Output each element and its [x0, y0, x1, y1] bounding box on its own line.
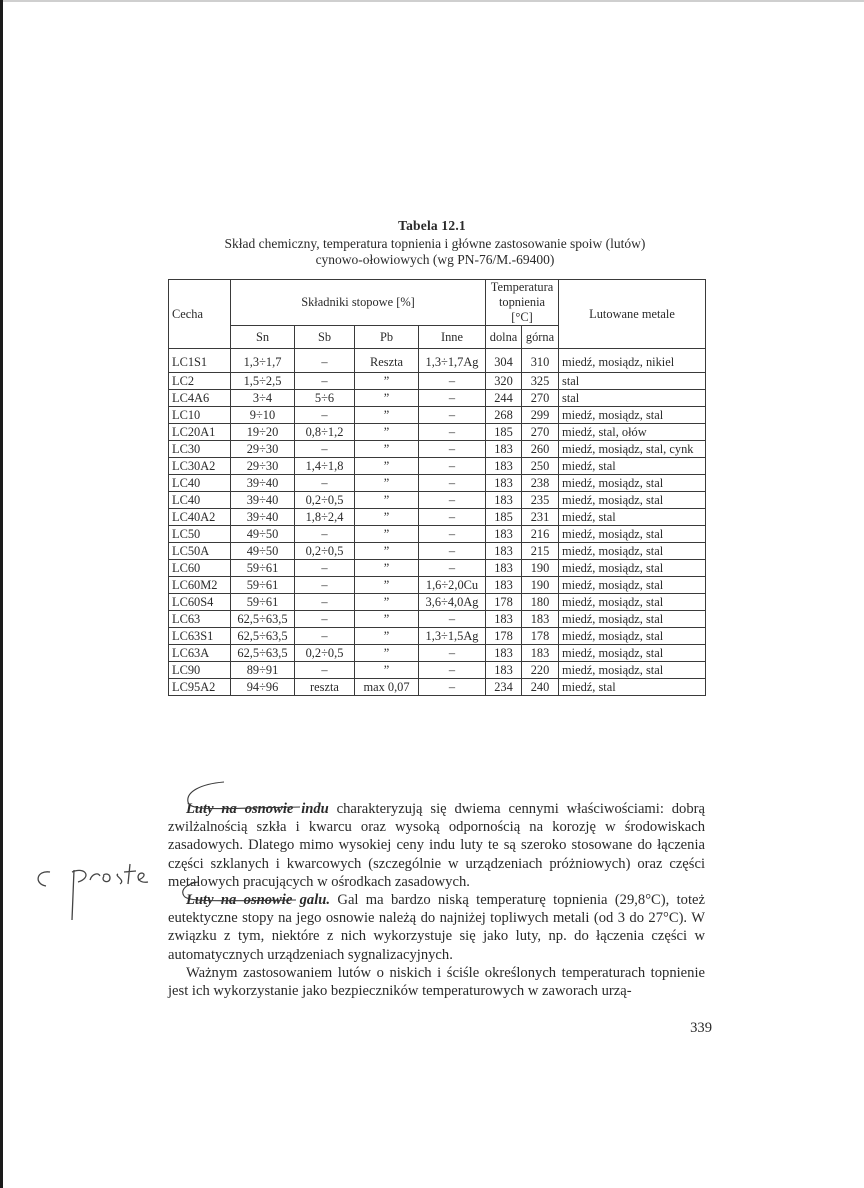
cell-sb: 1,8÷2,4 [295, 509, 355, 526]
table-row [169, 458, 706, 475]
cell-metals: miedź, mosiądz, stal [559, 560, 706, 577]
header-metals: Lutowane metale [559, 280, 706, 349]
cell-pb: ” [355, 407, 419, 424]
table-row [169, 373, 706, 390]
cell-other: – [419, 492, 486, 509]
header-upper: górna [522, 326, 559, 349]
cell-feature: LC95A2 [169, 679, 231, 696]
table-row [169, 509, 706, 526]
cell-metals: miedź, stal [559, 679, 706, 696]
cell-feature: LC63 [169, 611, 231, 628]
cell-pb: ” [355, 577, 419, 594]
header-pb: Pb [355, 326, 419, 349]
cell-other: – [419, 543, 486, 560]
table-row [169, 577, 706, 594]
cell-lower: 183 [486, 577, 522, 594]
cell-lower: 320 [486, 373, 522, 390]
header-row-1 [169, 280, 706, 326]
table-row [169, 543, 706, 560]
cell-lower: 183 [486, 458, 522, 475]
header-feature: Cecha [169, 280, 231, 349]
table-row [169, 662, 706, 679]
cell-sb: – [295, 441, 355, 458]
header-other: Inne [419, 326, 486, 349]
cell-other: – [419, 390, 486, 407]
cell-lower: 178 [486, 594, 522, 611]
cell-pb: ” [355, 543, 419, 560]
header-lower: dolna [486, 326, 522, 349]
cell-sn: 39÷40 [231, 509, 295, 526]
cell-pb: ” [355, 475, 419, 492]
cell-lower: 185 [486, 509, 522, 526]
cell-sb: – [295, 594, 355, 611]
cell-sb: – [295, 526, 355, 543]
cell-upper: 250 [522, 458, 559, 475]
cell-other: – [419, 407, 486, 424]
paragraph-indium-text: charakteryzują się dwiema cennymi właściwościami: dobrą zwilżalnością szkła i kwarcu oraz wysoką odpornością na korozję w środowiskach zasadowych. Dlatego mimo wysokiej ceny indu luty te są szeroko stosowane do łączenia części szklanych i kwarcowych (szczególnie w urządzeniach próżniowych) oraz części metalowych pracujących w ośrodkach zasadowych. [168, 801, 705, 890]
cell-feature: LC60S4 [169, 594, 231, 611]
cell-sb: – [295, 475, 355, 492]
table-row [169, 441, 706, 458]
cell-metals: miedź, mosiądz, stal [559, 407, 706, 424]
cell-upper: 260 [522, 441, 559, 458]
cell-upper: 215 [522, 543, 559, 560]
cell-other: – [419, 424, 486, 441]
cell-sn: 59÷61 [231, 560, 295, 577]
cell-sb: – [295, 611, 355, 628]
cell-upper: 220 [522, 662, 559, 679]
cell-lower: 183 [486, 441, 522, 458]
cell-lower: 244 [486, 390, 522, 407]
cell-metals: stal [559, 373, 706, 390]
cell-metals: miedź, mosiądz, stal, cynk [559, 441, 706, 458]
cell-upper: 231 [522, 509, 559, 526]
header-sn: Sn [231, 326, 295, 349]
cell-upper: 270 [522, 424, 559, 441]
header-temp-line-3: [°C] [511, 310, 533, 324]
cell-feature: LC63A [169, 645, 231, 662]
cell-metals: miedź, mosiądz, stal [559, 594, 706, 611]
cell-sb: 1,4÷1,8 [295, 458, 355, 475]
cell-sb: – [295, 662, 355, 679]
cell-lower: 183 [486, 611, 522, 628]
table-row [169, 679, 706, 696]
cell-pb: ” [355, 373, 419, 390]
table-row [169, 560, 706, 577]
cell-feature: LC63S1 [169, 628, 231, 645]
cell-pb: ” [355, 645, 419, 662]
cell-metals: miedź, stal [559, 509, 706, 526]
cell-other: 3,6÷4,0Ag [419, 594, 486, 611]
cell-sb: – [295, 560, 355, 577]
table-caption [220, 236, 650, 268]
cell-other: – [419, 441, 486, 458]
cell-sn: 29÷30 [231, 458, 295, 475]
cell-sn: 59÷61 [231, 594, 295, 611]
table-row [169, 594, 706, 611]
cell-other: – [419, 662, 486, 679]
cell-upper: 183 [522, 611, 559, 628]
cell-sb: – [295, 407, 355, 424]
cell-feature: LC1S1 [169, 349, 231, 373]
cell-feature: LC60M2 [169, 577, 231, 594]
cell-pb: ” [355, 560, 419, 577]
cell-pb: ” [355, 424, 419, 441]
cell-other: – [419, 611, 486, 628]
header-temp-line-2: topnienia [498, 295, 546, 309]
cell-metals: miedź, mosiądz, stal [559, 662, 706, 679]
cell-feature: LC40 [169, 492, 231, 509]
cell-feature: LC40A2 [169, 509, 231, 526]
paragraph-fuses: Ważnym zastosowaniem lutów o niskich i ściśle określonych temperaturach topnienie jest ich wykorzystanie jako bezpieczników temperaturowych w zaworach urzą- [168, 964, 705, 1000]
cell-feature: LC2 [169, 373, 231, 390]
solder-table [168, 279, 706, 696]
cell-pb: ” [355, 509, 419, 526]
cell-pb: ” [355, 594, 419, 611]
header-temperature [486, 280, 559, 326]
cell-lower: 183 [486, 560, 522, 577]
cell-lower: 178 [486, 628, 522, 645]
cell-sn: 19÷20 [231, 424, 295, 441]
cell-pb: ” [355, 526, 419, 543]
cell-upper: 178 [522, 628, 559, 645]
cell-pb: ” [355, 458, 419, 475]
cell-other: – [419, 509, 486, 526]
cell-metals: miedź, mosiądz, stal [559, 475, 706, 492]
cell-lower: 185 [486, 424, 522, 441]
cell-metals: miedź, mosiądz, stal [559, 611, 706, 628]
cell-sb: 5÷6 [295, 390, 355, 407]
cell-lower: 183 [486, 662, 522, 679]
cell-sb: – [295, 577, 355, 594]
cell-sn: 62,5÷63,5 [231, 611, 295, 628]
cell-other: – [419, 679, 486, 696]
table-row [169, 349, 706, 373]
cell-lower: 183 [486, 645, 522, 662]
cell-metals: miedź, mosiądz, stal [559, 577, 706, 594]
cell-sn: 59÷61 [231, 577, 295, 594]
cell-sn: 62,5÷63,5 [231, 645, 295, 662]
cell-pb: max 0,07 [355, 679, 419, 696]
table-row [169, 475, 706, 492]
cell-sn: 9÷10 [231, 407, 295, 424]
cell-pb: ” [355, 441, 419, 458]
cell-other: 1,3÷1,7Ag [419, 349, 486, 373]
cell-feature: LC50 [169, 526, 231, 543]
table-row [169, 628, 706, 645]
cell-feature: LC20A1 [169, 424, 231, 441]
cell-lower: 183 [486, 475, 522, 492]
cell-feature: LC4A6 [169, 390, 231, 407]
table-row [169, 390, 706, 407]
pen-loop-mark-2 [176, 876, 356, 936]
cell-pb: ” [355, 492, 419, 509]
cell-sn: 39÷40 [231, 492, 295, 509]
paragraph-gallium-text: Gal ma bardzo niską temperaturę topnienia (29,8°C), toteż eutektyczne stopy na jego osnowie należą do najniżej topliwych metali (od 3 do 27°C). W związku z tym, niektóre z nich wykorzystuje się jako luty, np. do łączenia części w automatycznych urządzeniach sygnalizacyjnych. [168, 892, 705, 963]
table-row [169, 424, 706, 441]
cell-lower: 183 [486, 526, 522, 543]
cell-upper: 216 [522, 526, 559, 543]
table-title: Tabela 12.1 [398, 218, 466, 233]
table-row [169, 611, 706, 628]
cell-lower: 183 [486, 492, 522, 509]
cell-sb: – [295, 628, 355, 645]
cell-feature: LC30 [169, 441, 231, 458]
cell-lower: 304 [486, 349, 522, 373]
header-temp-line-1: Temperatura [490, 280, 554, 294]
cell-lower: 183 [486, 543, 522, 560]
cell-other: – [419, 458, 486, 475]
cell-pb: ” [355, 390, 419, 407]
scan-edge-top [0, 0, 864, 2]
cell-upper: 190 [522, 577, 559, 594]
cell-sn: 29÷30 [231, 441, 295, 458]
cell-metals: miedź, mosiądz, stal [559, 543, 706, 560]
cell-sn: 1,5÷2,5 [231, 373, 295, 390]
cell-sb: 0,2÷0,5 [295, 492, 355, 509]
cell-pb: Reszta [355, 349, 419, 373]
header-components: Składniki stopowe [%] [231, 280, 486, 326]
cell-metals: miedź, mosiądz, stal [559, 526, 706, 543]
cell-sn: 3÷4 [231, 390, 295, 407]
cell-feature: LC60 [169, 560, 231, 577]
cell-sb: 0,2÷0,5 [295, 543, 355, 560]
cell-other: – [419, 526, 486, 543]
cell-sn: 94÷96 [231, 679, 295, 696]
cell-other: – [419, 645, 486, 662]
cell-upper: 310 [522, 349, 559, 373]
cell-upper: 299 [522, 407, 559, 424]
cell-sb: 0,2÷0,5 [295, 645, 355, 662]
cell-feature: LC30A2 [169, 458, 231, 475]
cell-sb: – [295, 373, 355, 390]
cell-sn: 89÷91 [231, 662, 295, 679]
table-row [169, 645, 706, 662]
cell-other: 1,6÷2,0Cu [419, 577, 486, 594]
cell-other: – [419, 560, 486, 577]
cell-feature: LC40 [169, 475, 231, 492]
cell-lower: 268 [486, 407, 522, 424]
scan-edge-left [0, 0, 3, 1188]
paragraph-indium-lead: Luty na osnowie indu [186, 801, 329, 817]
cell-metals: miedź, mosiądz, stal [559, 628, 706, 645]
cell-other: – [419, 373, 486, 390]
cell-other: 1,3÷1,5Ag [419, 628, 486, 645]
cell-metals: miedź, stal [559, 458, 706, 475]
cell-upper: 183 [522, 645, 559, 662]
cell-sb: reszta [295, 679, 355, 696]
cell-metals: stal [559, 390, 706, 407]
cell-pb: ” [355, 611, 419, 628]
cell-pb: ” [355, 662, 419, 679]
cell-sn: 39÷40 [231, 475, 295, 492]
handwritten-margin-note [30, 858, 160, 928]
cell-metals: miedź, mosiądz, stal [559, 645, 706, 662]
cell-sn: 62,5÷63,5 [231, 628, 295, 645]
table-row [169, 492, 706, 509]
cell-sn: 49÷50 [231, 543, 295, 560]
cell-sb: – [295, 349, 355, 373]
cell-sb: 0,8÷1,2 [295, 424, 355, 441]
table-row [169, 526, 706, 543]
caption-line-2: cynowo-ołowiowych (wg PN-76/M.-69400) [315, 252, 555, 267]
cell-feature: LC10 [169, 407, 231, 424]
cell-upper: 238 [522, 475, 559, 492]
cell-sn: 1,3÷1,7 [231, 349, 295, 373]
cell-metals: miedź, mosiądz, nikiel [559, 349, 706, 373]
pen-loop-mark-1 [180, 778, 360, 838]
cell-upper: 180 [522, 594, 559, 611]
cell-upper: 190 [522, 560, 559, 577]
header-sb: Sb [295, 326, 355, 349]
cell-upper: 270 [522, 390, 559, 407]
table-row [169, 407, 706, 424]
cell-pb: ” [355, 628, 419, 645]
table-body [169, 349, 706, 696]
cell-upper: 325 [522, 373, 559, 390]
cell-other: – [419, 475, 486, 492]
cell-metals: miedź, stal, ołów [559, 424, 706, 441]
cell-upper: 240 [522, 679, 559, 696]
cell-sn: 49÷50 [231, 526, 295, 543]
caption-line-1: Skład chemiczny, temperatura topnienia i główne zastosowanie spoiw (lutów) [224, 236, 646, 251]
cell-metals: miedź, mosiądz, stal [559, 492, 706, 509]
cell-upper: 235 [522, 492, 559, 509]
paragraph-gallium-lead: Luty na osnowie galu. [186, 892, 331, 909]
cell-feature: LC50A [169, 543, 231, 560]
cell-feature: LC90 [169, 662, 231, 679]
page-number: 339 [690, 1020, 712, 1036]
cell-lower: 234 [486, 679, 522, 696]
